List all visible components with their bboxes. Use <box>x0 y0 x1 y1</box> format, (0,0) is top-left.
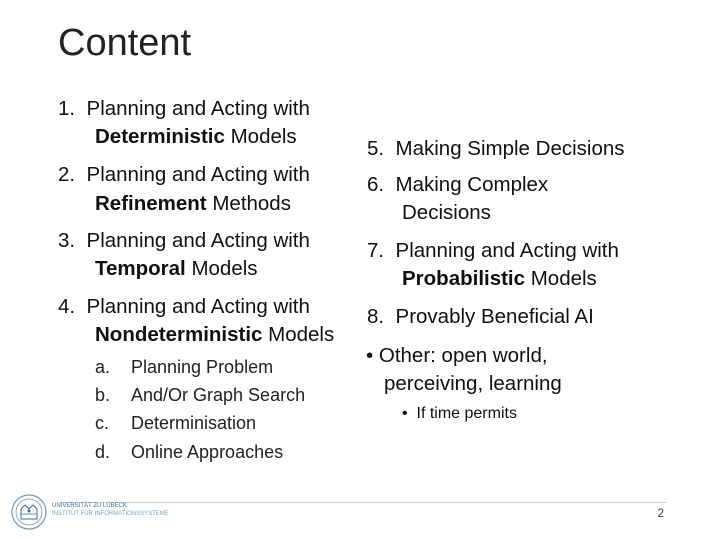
list-item-7-cont <box>402 268 597 291</box>
list-item-text: Models <box>185 257 258 280</box>
list-item-text: Making Simple Decisions <box>395 137 625 160</box>
list-item-4 <box>58 296 310 319</box>
list-item-text: Methods <box>206 192 291 215</box>
list-item-6 <box>367 174 548 197</box>
sub-bullet-item <box>402 405 517 423</box>
list-item-text: Planning and Acting with <box>395 239 619 262</box>
sub-item-c <box>95 413 257 434</box>
list-item-text: Planning and Acting with <box>86 97 310 120</box>
list-item-text: Other: open world, <box>378 344 548 367</box>
list-item-text: Planning and Acting with <box>86 163 310 186</box>
list-number: 8. <box>367 305 385 328</box>
other-item-cont <box>384 372 562 396</box>
list-item-text: Models <box>262 323 335 346</box>
list-item-2-cont <box>95 193 291 216</box>
page-number: 2 <box>657 506 664 520</box>
list-item-4-cont <box>95 324 334 347</box>
list-number: 1. <box>58 97 76 120</box>
list-item-2 <box>58 164 310 187</box>
logo-line-1: UNIVERSITÄT ZU LÜBECK <box>52 503 127 509</box>
sub-item-d <box>95 442 284 463</box>
list-number: 2. <box>58 163 76 186</box>
bullet-glyph: • <box>402 405 408 422</box>
list-item-text: perceiving, learning <box>384 372 562 395</box>
list-item-text: Provably Beneficial AI <box>395 305 594 328</box>
slide-title: Content <box>58 22 192 64</box>
emphasis-text: Deterministic <box>95 125 225 148</box>
sub-item-text: Determinisation <box>131 413 257 433</box>
sub-letter: b. <box>95 385 111 405</box>
list-item-text: Models <box>224 125 297 148</box>
list-item-5 <box>367 138 625 161</box>
list-number: 7. <box>367 239 385 262</box>
emphasis-text: Nondeterministic <box>95 323 263 346</box>
list-item-text: Making Complex <box>395 173 549 196</box>
sub-item-b <box>95 385 306 406</box>
emphasis-text: Probabilistic <box>402 267 526 290</box>
list-number: 5. <box>367 137 385 160</box>
list-item-text: Planning and Acting with <box>86 229 310 252</box>
list-item-6-cont <box>402 202 491 225</box>
sub-letter: a. <box>95 357 111 377</box>
sub-letter: c. <box>95 413 110 433</box>
sub-letter: d. <box>95 442 111 462</box>
bullet-glyph: • <box>366 344 374 367</box>
list-item-3-cont <box>95 258 258 281</box>
list-item-3 <box>58 230 310 253</box>
other-item <box>366 344 548 368</box>
list-number: 3. <box>58 229 76 252</box>
sub-item-text: Planning Problem <box>131 357 274 377</box>
sub-item-text: If time permits <box>416 405 517 422</box>
list-item-text: Models <box>525 267 597 290</box>
list-item-7 <box>367 240 619 263</box>
emphasis-text: Refinement <box>95 192 207 215</box>
logo-line-2: INSTITUT FÜR INFORMATIONSSYSTEME <box>52 510 169 517</box>
sub-item-text: And/Or Graph Search <box>131 385 306 405</box>
sub-item-text: Online Approaches <box>131 442 284 462</box>
list-item-1 <box>58 98 310 121</box>
list-number: 6. <box>367 173 385 196</box>
list-item-1-cont <box>95 126 297 149</box>
list-item-text: Planning and Acting with <box>86 295 310 318</box>
emphasis-text: Temporal <box>95 257 186 280</box>
university-logo-text <box>52 503 169 519</box>
university-seal-icon <box>10 492 48 532</box>
list-item-8 <box>367 306 594 329</box>
list-number: 4. <box>58 295 76 318</box>
list-item-text: Decisions <box>402 201 491 224</box>
sub-item-a <box>95 357 274 378</box>
